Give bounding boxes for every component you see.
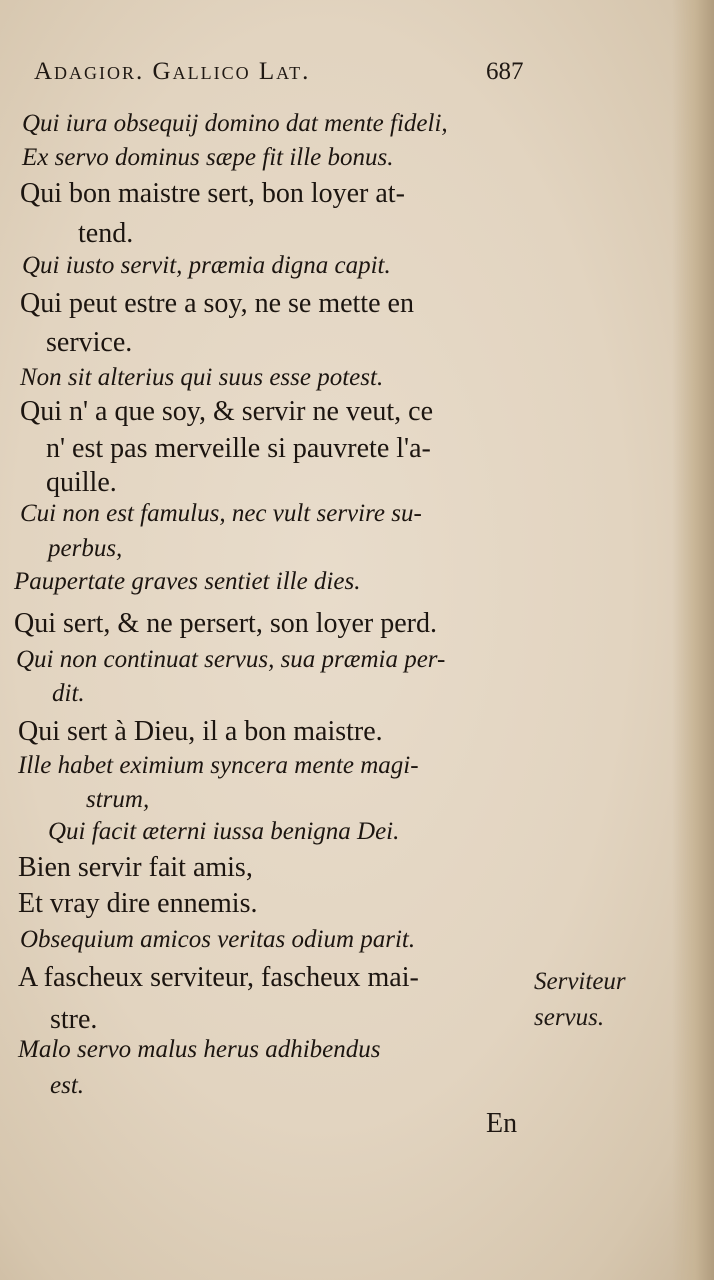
text-line: Qui sert, & ne persert, son loyer perd. xyxy=(14,608,437,639)
text-line: dit. xyxy=(52,680,85,707)
margin-note: servus. xyxy=(534,1004,605,1031)
text-line: Qui facit æterni iussa benigna Dei. xyxy=(48,818,400,845)
text-line: Qui n' a que soy, & servir ne veut, ce xyxy=(20,396,433,427)
text-line: Qui peut estre a soy, ne se mette en xyxy=(20,288,414,319)
text-line: Cui non est famulus, nec vult servire su- xyxy=(20,500,422,527)
text-line: n' est pas merveille si pauvrete l'a- xyxy=(46,433,431,464)
catchword: En xyxy=(486,1108,518,1139)
running-head xyxy=(34,58,534,86)
text-line: Qui bon maistre sert, bon loyer at- xyxy=(20,178,405,209)
text-line: tend. xyxy=(78,218,134,249)
text-line: Qui iusto servit, præmia digna capit. xyxy=(22,252,391,279)
margin-note: Serviteur xyxy=(534,968,626,995)
text-line: Qui iura obsequij domino dat mente fideli, xyxy=(22,110,448,137)
text-line: Qui sert à Dieu, il a bon maistre. xyxy=(18,716,383,747)
page-number: 687 xyxy=(486,58,524,85)
running-head-title: Adagior. Gallico Lat. xyxy=(34,58,311,85)
text-line: Et vray dire ennemis. xyxy=(18,888,258,919)
text-line: Ex servo dominus sæpe fit ille bonus. xyxy=(22,144,394,171)
text-line: est. xyxy=(50,1072,85,1099)
text-line: Qui non continuat servus, sua præmia per- xyxy=(16,646,446,673)
text-line: A fascheux serviteur, fascheux mai- xyxy=(18,962,419,993)
text-line: Obsequium amicos veritas odium parit. xyxy=(20,926,416,953)
text-line: Non sit alterius qui suus esse potest. xyxy=(20,364,384,391)
text-line: Bien servir fait amis, xyxy=(18,852,253,883)
text-line: stre. xyxy=(50,1004,98,1035)
text-line: Paupertate graves sentiet ille dies. xyxy=(14,568,361,595)
text-line: Ille habet eximium syncera mente magi- xyxy=(18,752,419,779)
text-line: service. xyxy=(46,327,133,358)
text-line: Malo servo malus herus adhibendus xyxy=(18,1036,381,1063)
text-line: strum, xyxy=(86,786,150,813)
page-edge-shadow xyxy=(672,0,714,1280)
text-line: quille. xyxy=(46,467,117,498)
text-line: perbus, xyxy=(48,535,123,562)
